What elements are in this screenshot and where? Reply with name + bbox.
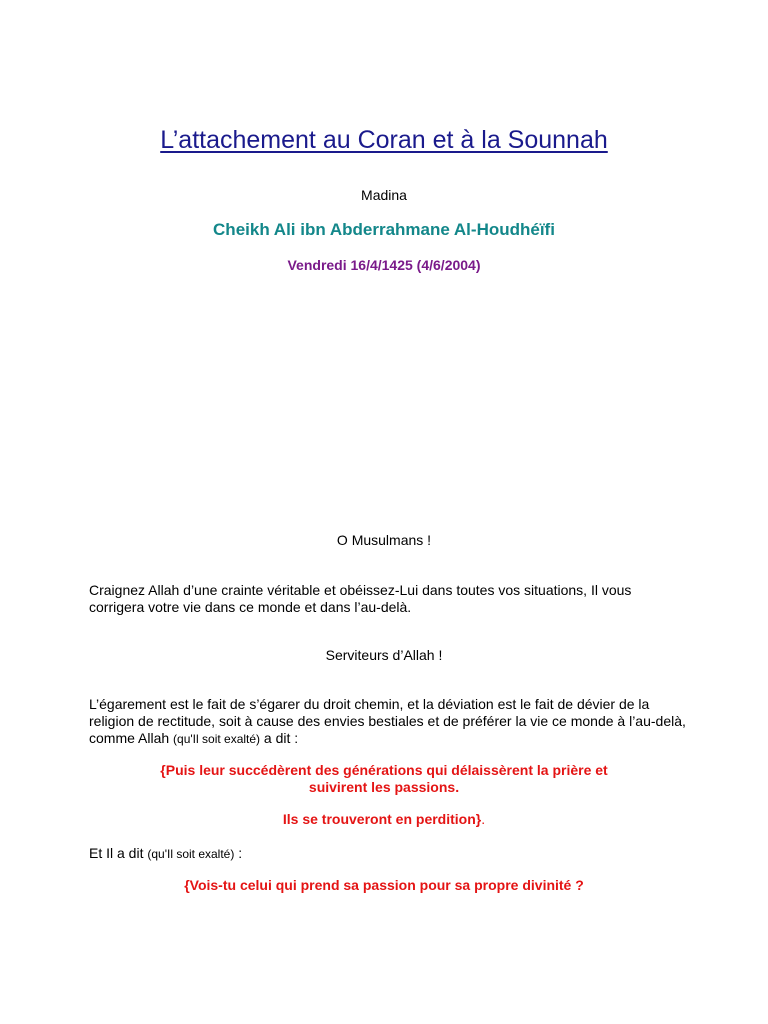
verse-1-line-3-text: Ils se trouveront en perdition} [282,811,482,827]
paragraph-misguidance-end: a dit : [260,730,299,746]
document-author: Cheikh Ali ibn Abderrahmane Al-Houdhéïfi [213,220,555,239]
paragraph-misguidance [89,696,689,748]
verse-1-line-1: {Puis leur succédèrent des générations qui délaissèrent la prière et [160,762,608,778]
exaltation-note-2: (qu'Il soit exalté) [147,847,235,861]
document-city: Madina [361,187,407,203]
verse-2: {Vois-tu celui qui prend sa passion pour sa propre divinité ? [184,877,584,893]
verse-1-line-2: suivirent les passions. [308,779,460,795]
document-title: L’attachement au Coran et à la Sounnah [160,126,608,154]
paragraph-and-he-said-end: : [234,845,243,861]
paragraph-fear-allah: Craignez Allah d’une crainte véritable et obéissez-Lui dans toutes vos situations, Il vous corrigera votre vie dans ce monde et dans l’au-delà. [89,582,632,615]
address-servants: Serviteurs d’Allah ! [325,647,443,663]
verse-1-line-3 [89,811,679,828]
paragraph-and-he-said [89,845,689,863]
verse-1-period: . [481,811,486,827]
address-muslims: O Musulmans ! [336,532,432,548]
document-date: Vendredi 16/4/1425 (4/6/2004) [287,257,481,273]
exaltation-note: (qu'Il soit exalté) [173,732,261,746]
paragraph-and-he-said-text: Et Il a dit [89,845,148,861]
paragraph-misguidance-text: L’égarement est le fait de s’égarer du droit chemin, et la déviation est le fait de dévier de la religion de rectitude, soit à cause des envies bestiales et de préférer la vie ce monde à l’au-delà, comme Allah [89,696,686,746]
